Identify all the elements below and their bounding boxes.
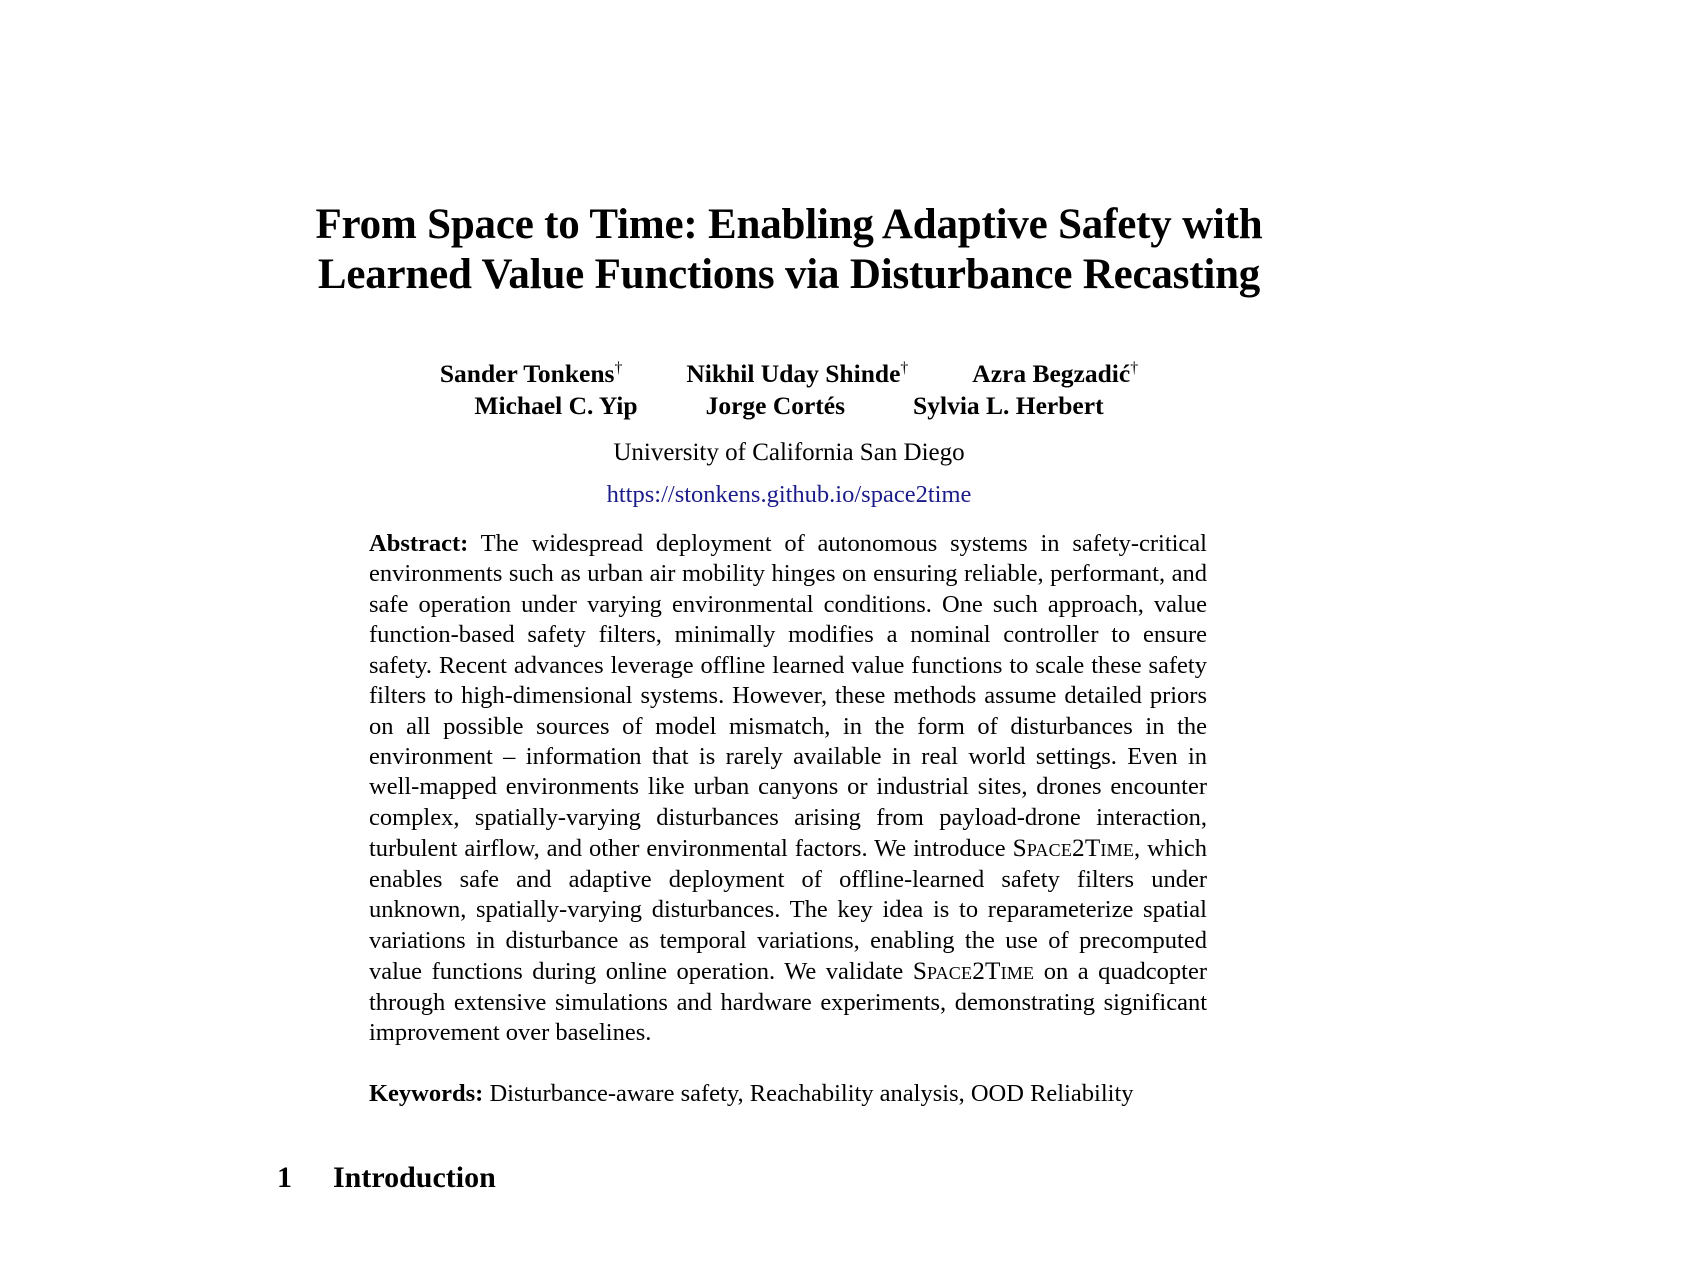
author-michael-c-yip [440, 390, 671, 423]
section-number: 1 [277, 1161, 292, 1194]
method-name-space2time: Space2Time [1012, 835, 1135, 863]
author-affiliation-marker: † [1130, 359, 1139, 377]
section-title: Introduction [333, 1161, 496, 1194]
paper-content-column [277, 0, 1289, 1195]
author-sander-tonkens [408, 358, 655, 391]
abstract-label: Abstract: [369, 529, 469, 557]
author-row-1 [289, 358, 1289, 391]
keywords-label: Keywords: [369, 1079, 484, 1107]
author-name: Michael C. Yip [474, 391, 638, 421]
author-jorge-cortes [672, 390, 879, 423]
title-line-2: Learned Value Functions via Disturbance Recasting [317, 251, 1261, 299]
section-heading-introduction [277, 1161, 1289, 1195]
author-name: Sylvia L. Herbert [913, 391, 1104, 421]
affiliation: University of California San Diego [613, 438, 965, 466]
method-name-space2time: Space2Time [912, 958, 1035, 986]
abstract-text-part-2: , which enables safe and adaptive deployment of offline-learned safety filters under unknown, spatially-varying disturbances. The key idea is to reparameterize spatial variations in disturbance as temporal variations, enabling the use of precomputed value functions during online operation. We validate [369, 835, 1208, 986]
author-row-2 [289, 390, 1289, 423]
keywords-text: Disturbance-aware safety, Reachability analysis, OOD Reliability [489, 1079, 1134, 1107]
abstract-text-part-3: on a quadcopter through extensive simulations and hardware experiments, demonstrating significant improvement over baselines. [369, 958, 1207, 1047]
abstract-paragraph [369, 529, 1207, 1049]
author-name: Sander Tonkens [439, 358, 615, 388]
author-name: Azra Begzadić [972, 358, 1131, 388]
author-affiliation-marker: † [900, 359, 909, 377]
author-sylvia-l-herbert [879, 390, 1138, 423]
project-website-link[interactable]: https://stonkens.github.io/space2time [606, 480, 972, 508]
abstract-text-part-1: The widespread deployment of autonomous systems in safety-critical environments such as urban air mobility hinges on ensuring reliable, performant, and safe operation under varying environmental conditions. One such approach, value function-based safety filters, minimally modifies a nominal controller to ensure safety. Recent advances leverage offline learned value functions to scale these safety filters to high-dimensional systems. However, these methods assume detailed priors on all possible sources of model mismatch, in the form of disturbances in the environment – information that is rarely available in real world settings. Even in well-mapped environments like urban canyons or industrial sites, drones encounter complex, spatially-varying disturbances arising from payload-drone interaction, turbulent airflow, and other environmental factors. We introduce [369, 529, 1207, 863]
author-name: Nikhil Uday Shinde [686, 358, 901, 388]
author-azra-begzadic [940, 358, 1170, 391]
abstract-section [369, 529, 1207, 1109]
author-name: Jorge Cortés [705, 391, 846, 421]
author-nikhil-uday-shinde [654, 358, 940, 391]
title-line-1: From Space to Time: Enabling Adaptive Safety with [315, 201, 1263, 248]
author-list [289, 358, 1289, 423]
keywords-paragraph [369, 1079, 1207, 1109]
author-affiliation-marker: † [614, 359, 623, 377]
page-title [289, 0, 1289, 301]
